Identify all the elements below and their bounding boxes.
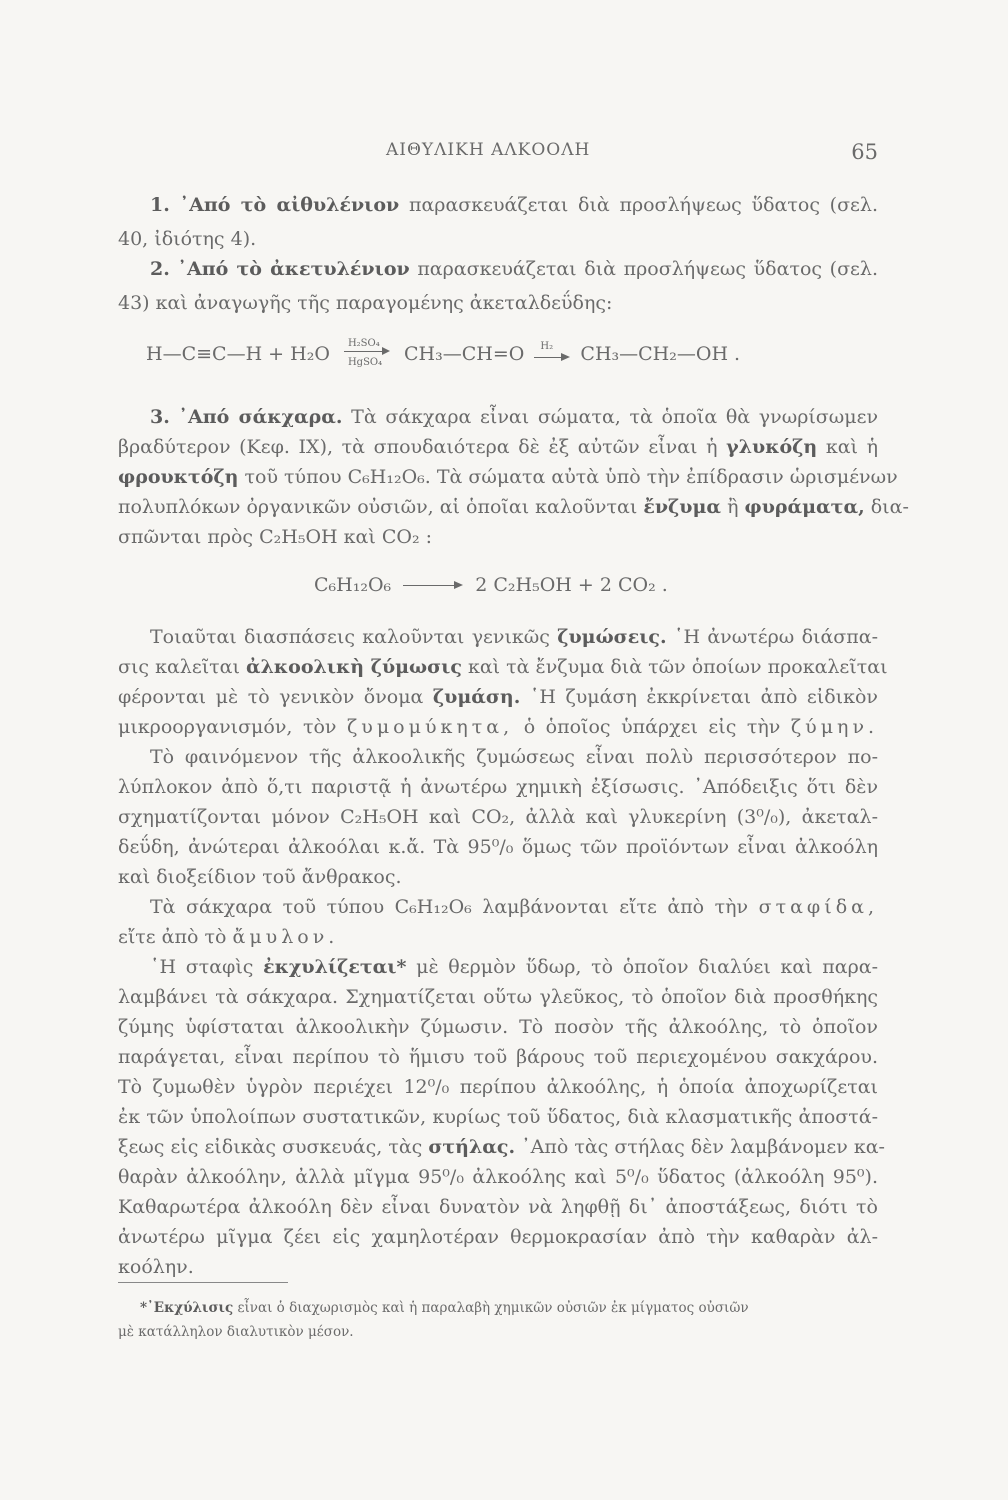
paragraph-2-line-1: 2. ᾿Από τὸ ἀκετυλένιον παρασκευάζεται διὰ προσλήψεως ὕδατος (σελ.	[150, 258, 878, 280]
eq2-left: C₆H₁₂O₆	[314, 574, 392, 596]
paragraph-7-line-10: ἀνωτέρω μῖγμα ζέει εἰς χαμηλοτέραν θερμοκρασίαν ἀπὸ τὴν καθαρὰν ἀλ-	[118, 1226, 878, 1248]
paragraph-7-line-5: Τὸ ζυμωθὲν ὑγρὸν περιέχει 12⁰/₀ περίπου ἀλκοόλης, ἡ ὁποία ἀποχωρίζεται	[118, 1076, 878, 1098]
footnote-term: *᾿Εκχύλισις	[140, 1300, 234, 1316]
paragraph-4-line-1: Τοιαῦται διασπάσεις καλοῦνται γενικῶς ζυμώσεις. ῾Η ἀνωτέρω διάσπα-	[150, 626, 878, 648]
paragraph-7-line-4: παράγεται, εἶναι περίπου τὸ ἥμισυ τοῦ βάρους τοῦ περιεχομένου σακχάρου.	[118, 1046, 878, 1068]
paragraph-7-line-1: ῾Η σταφὶς ἐκχυλίζεται* μὲ θερμὸν ὕδωρ, τὸ ὁποῖον διαλύει καὶ παρα-	[150, 956, 878, 978]
eq1-middle: CH₃—CH=O	[404, 343, 525, 365]
paragraph-3-line-5: σπῶνται πρὸς C₂H₅OH καὶ CO₂ :	[118, 526, 433, 548]
paragraph-1-line-1: 1. ᾿Από τὸ αἰθυλένιον παρασκευάζεται διὰ προσλήψεως ὕδατος (σελ.	[150, 194, 878, 216]
footnote-divider	[118, 1282, 288, 1283]
bold-term: ᾿Από τὸ αἰθυλένιον	[179, 194, 400, 216]
catalyst-bottom: HgSO₄	[347, 357, 383, 368]
paragraph-5-line-1: Τὸ φαινόμενον τῆς ἀλκοολικῆς ζυμώσεως εἶναι πολὺ περισσότερον πο-	[150, 746, 878, 768]
paragraph-7-line-2: λαμβάνει τὰ σάκχαρα. Σχηματίζεται οὕτω γλεῦκος, τὸ ὁποῖον διὰ προσθήκης	[118, 986, 878, 1008]
paragraph-5-line-4: δεΰδη, ἀνώτεραι ἀλκοόλαι κ.ἄ. Τὰ 95⁰/₀ ὅμως τῶν προϊόντων εἶναι ἀλκοόλη	[118, 836, 878, 858]
arrow-icon	[403, 581, 463, 591]
catalyst-top: H₂SO₄	[347, 338, 380, 349]
paragraph-3-line-4: πολυπλόκων ὀργανικῶν οὐσιῶν, αἱ ὁποῖαι καλοῦνται ἔνζυμα ἢ φυράματα, δια-	[118, 496, 909, 518]
arrow-icon	[344, 351, 384, 352]
page-header	[118, 140, 878, 170]
footnote-line-1: *᾿Εκχύλισις εἶναι ὁ διαχωρισμὸς καὶ ἡ παραλαβὴ χημικῶν οὐσιῶν ἐκ μίγματος οὐσιῶν	[140, 1300, 749, 1316]
equation-fermentation	[314, 574, 668, 596]
paragraph-7-line-3: ζύμης ὑφίσταται ἀλκοολικὴν ζύμωσιν. Τὸ ποσὸν τῆς ἀλκοόλης, τὸ ὁποῖον	[118, 1016, 878, 1038]
item-number: 2.	[150, 258, 170, 280]
catalyst-arrow	[336, 338, 398, 368]
paragraph-3-line-1: 3. ᾿Από σάκχαρα. Τὰ σάκχαρα εἶναι σώματα, τὰ ὁποῖα θὰ γνωρίσωμεν	[150, 406, 879, 428]
paragraph-5-line-5: καὶ διοξείδιον τοῦ ἄνθρακος.	[118, 866, 402, 888]
footnote-line-2: μὲ κατάλληλον διαλυτικὸν μέσον.	[118, 1324, 354, 1340]
paragraph-4-line-4: μικροοργανισμόν, τὸν ζυμομύκητα, ὁ ὁποῖος ὑπάρχει εἰς τὴν ζύμην.	[118, 716, 879, 738]
paragraph-1-line-2: 40, ἰδιότης 4).	[118, 228, 257, 250]
equation-acetylene	[146, 338, 741, 368]
paragraph-6-line-1: Τὰ σάκχαρα τοῦ τύπου C₆H₁₂O₆ λαμβάνονται εἴτε ἀπὸ τὴν σταφίδα,	[150, 896, 878, 918]
hydrogenation-arrow-icon: H₂	[534, 345, 570, 365]
eq2-right: 2 C₂H₅OH + 2 CO₂ .	[475, 574, 668, 596]
bold-term: ᾿Από τὸ ἀκετυλένιον	[177, 258, 410, 280]
eq1-left: H—C≡C—H + H₂O	[146, 343, 330, 365]
paragraph-5-line-2: λύπλοκον ἀπὸ ὅ,τι παριστᾷ ἡ ἀνωτέρω χημικὴ ἐξίσωσις. ᾿Απόδειξις ὅτι δὲν	[118, 776, 878, 798]
bold-term: ᾿Από σάκχαρα.	[178, 406, 343, 428]
paragraph-5-line-3: σχηματίζονται μόνον C₂H₅OH καὶ CO₂, ἀλλὰ καὶ γλυκερίνη (3⁰/₀), ἀκεταλ-	[118, 806, 878, 828]
paragraph-6-line-2: εἴτε ἀπὸ τὸ ἄμυλον.	[118, 926, 339, 948]
paragraph-4-line-2: σις καλεῖται ἀλκοολικὴ ζύμωσις καὶ τὰ ἔνζυμα διὰ τῶν ὁποίων προκαλεῖται	[118, 656, 888, 678]
paragraph-7-line-6: ἐκ τῶν ὑπολοίπων συστατικῶν, κυρίως τοῦ ὕδατος, διὰ κλασματικῆς ἀποστά-	[118, 1106, 878, 1128]
paragraph-7-line-7: ξεως εἰς εἰδικὰς συσκευάς, τὰς στήλας. ᾿Απὸ τὰς στήλας δὲν λαμβάνομεν κα-	[118, 1136, 885, 1158]
eq1-right: CH₃—CH₂—OH .	[580, 343, 741, 365]
paragraph-4-line-3: φέρονται μὲ τὸ γενικὸν ὄνομα ζυμάση. ῾Η ζυμάση ἐκκρίνεται ἀπὸ εἰδικὸν	[118, 686, 878, 708]
running-head: ΑΙΘΥΛΙΚΗ ΑΛΚΟΟΛΗ	[386, 140, 591, 160]
page-number: 65	[851, 140, 878, 164]
item-number: 1.	[150, 194, 170, 216]
paragraph-7-line-8: θαρὰν ἀλκοόλην, ἀλλὰ μῖγμα 95⁰/₀ ἀλκοόλης καὶ 5⁰/₀ ὕδατος (ἀλκοόλη 95⁰).	[118, 1166, 878, 1188]
paragraph-7-line-11: κοόλην.	[118, 1256, 194, 1278]
paragraph-7-line-9: Καθαρωτέρα ἀλκοόλη δὲν εἶναι δυνατὸν νὰ ληφθῇ δι᾿ ἀποστάξεως, διότι τὸ	[118, 1196, 878, 1218]
paragraph-3-line-2: βραδύτερον (Κεφ. IX), τὰ σπουδαιότερα δὲ ἐξ αὐτῶν εἶναι ἡ γλυκόζη καὶ ἡ	[118, 436, 878, 458]
paragraph-2-line-2: 43) καὶ ἀναγωγῆς τῆς παραγομένης ἀκεταλδεΰδης:	[118, 292, 613, 314]
paragraph-3-line-3: φρουκτόζη τοῦ τύπου C₆H₁₂O₆. Τὰ σώματα αὐτὰ ὑπὸ τὴν ἐπίδρασιν ὡρισμένων	[118, 466, 898, 488]
